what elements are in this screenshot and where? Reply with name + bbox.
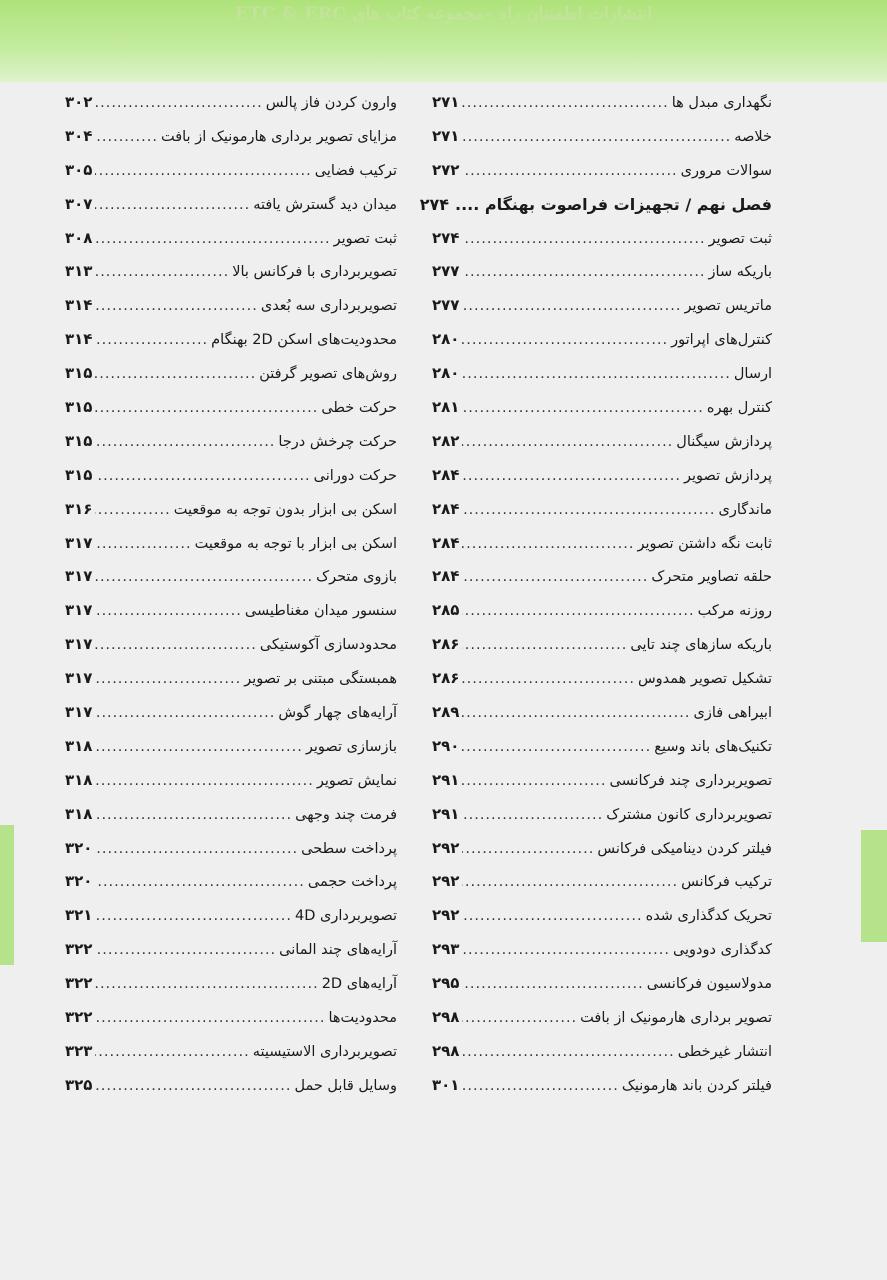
dot-leader (95, 561, 313, 595)
toc-entry-page: ۳۱۴ (65, 296, 93, 315)
dot-leader (462, 494, 715, 528)
dot-leader (95, 629, 256, 663)
toc-entry-title: تکنیک‌های باند وسیع (654, 738, 772, 755)
toc-entry-title: تحریک کدگذاری شده (645, 908, 772, 925)
toc-entry-page: ۳۲۰ (65, 838, 93, 857)
toc-entry-page: ۲۷۱ (432, 126, 460, 145)
toc-entry (65, 899, 397, 933)
dot-leader (95, 968, 318, 1002)
dot-leader (95, 223, 330, 257)
toc-entry (432, 1001, 772, 1035)
toc-entry-title: محدودیت‌های اسکن 2D بهنگام (211, 332, 397, 349)
toc-entry-title: میدان دید گسترش یافته (253, 196, 397, 213)
toc-entry-page: ۲۸۹ (432, 703, 460, 722)
toc-entry-page: ۳۱۵ (65, 364, 93, 383)
toc-entry-title: آرایه‌های چند المانی (279, 942, 397, 959)
toc-entry (65, 628, 397, 662)
dot-leader (95, 697, 275, 731)
dot-leader (462, 290, 681, 324)
toc-entry-page: ۳۱۷ (65, 601, 93, 620)
toc-entry (432, 662, 772, 696)
toc-entry-page: ۳۱۵ (65, 398, 93, 417)
page-edge-tab-left (0, 825, 14, 965)
dot-leader (462, 833, 594, 867)
toc-entry-page: ۲۷۱ (432, 93, 460, 111)
toc-entry-title: فیلتر کردن دینامیکی فرکانس (597, 840, 772, 857)
toc-entry-title: باریکه ساز (708, 264, 772, 281)
toc-entry-title: حرکت خطی (321, 400, 397, 417)
dot-leader (95, 528, 191, 562)
toc-entry (65, 1069, 397, 1103)
toc-entry (432, 933, 772, 967)
dot-leader (462, 629, 627, 663)
toc-entry-page: ۳۱۷ (65, 703, 93, 722)
toc-entry (65, 560, 397, 594)
toc-entry-page: ۳۰۸ (65, 228, 93, 247)
toc-entry-page: ۳۲۳ (65, 1041, 93, 1060)
toc-entry-title: ماتریس تصویر (684, 298, 772, 315)
toc-entry (432, 255, 772, 289)
toc-entry-title: اسکن بی ابزار بدون توجه به موقعیت (173, 501, 397, 518)
dot-leader (462, 155, 677, 189)
toc-entry-title: پرداخت سطحی (301, 840, 397, 857)
toc-entry-title: تصویربرداری الاستیسیته (252, 1043, 397, 1060)
dot-leader (462, 1036, 674, 1070)
toc-entry-title: حرکت دورانی (313, 467, 397, 484)
toc-entry-title: کنترل بهره (706, 400, 772, 417)
dot-leader (95, 1036, 249, 1070)
header-title: انتشارات اطمینان راه –مجموعه کتاب های ETC & ERC (235, 4, 652, 24)
dot-leader (95, 1070, 291, 1104)
toc-entry (65, 459, 397, 493)
dot-leader (462, 799, 603, 833)
dot-leader (462, 663, 634, 697)
toc-entry-title: مدولاسیون فرکانسی (646, 976, 772, 993)
toc-entry-title: بازوی متحرک (316, 569, 397, 586)
toc-entry-page: ۲۸۵ (432, 601, 460, 620)
dot-leader (95, 256, 229, 290)
toc-right-column (419, 86, 772, 1103)
toc-entry (432, 357, 772, 391)
toc-entry-page: ۳۱۷ (65, 567, 93, 586)
toc-entry-page: ۲۸۴ (432, 533, 460, 552)
toc-entry (432, 493, 772, 527)
dot-leader (462, 256, 705, 290)
dot-leader (95, 1002, 325, 1036)
toc-entry-page: ۳۱۴ (65, 330, 93, 349)
dot-leader (95, 460, 310, 494)
toc-entry (432, 594, 772, 628)
dot-leader (95, 392, 318, 426)
toc-entry (432, 899, 772, 933)
dot-leader (462, 121, 731, 155)
toc-entry-title: ابیراهی فازی (693, 705, 772, 722)
toc-entry-page: ۳۱۷ (65, 669, 93, 688)
dot-leader (462, 1002, 577, 1036)
toc-entry-title: تصویربرداری 4D (294, 908, 397, 925)
dot-leader (462, 731, 651, 765)
toc-entry-title: انتشار غیرخطی (677, 1043, 772, 1060)
toc-entry-title: پردازش تصویر (684, 467, 772, 484)
toc-entry-title: روش‌های تصویر گرفتن (259, 366, 397, 383)
toc-entry-page: ۲۸۴ (432, 567, 460, 586)
dot-leader (95, 494, 170, 528)
toc-entry (65, 764, 397, 798)
toc-entry-title: بازسازی تصویر (305, 738, 397, 755)
toc-entry-page: ۳۰۷ (65, 194, 93, 213)
toc-entry-page: ۳۱۸ (65, 736, 93, 755)
toc-entry-title: ترکیب فرکانس (681, 874, 772, 891)
toc-entry (432, 560, 772, 594)
dot-leader (95, 900, 292, 934)
dot-leader (462, 561, 648, 595)
toc-entry-page: ۲۹۵ (432, 974, 460, 993)
toc-entry-title: کنترل‌های اپراتور (671, 332, 772, 349)
dot-leader (95, 799, 292, 833)
toc-entry-page: ۳۲۲ (65, 940, 93, 959)
toc-entry (65, 594, 397, 628)
dot-leader (95, 833, 298, 867)
toc-left-column (65, 86, 397, 1103)
dot-leader (462, 1070, 618, 1104)
dot-leader (95, 765, 313, 799)
toc-entry-page: ۳۲۵ (65, 1075, 93, 1094)
toc-entry (432, 527, 772, 561)
toc-entry-title: پرداخت حجمی (307, 874, 397, 891)
dot-leader (462, 87, 668, 121)
toc-entry-title: محدودیت‌ها (328, 1010, 397, 1027)
toc-entry-title: آرایه‌های 2D (321, 976, 397, 993)
toc-entry-title: باریکه سازهای چند تایی (630, 637, 772, 654)
toc-entry-page: ۳۰۵ (65, 160, 93, 179)
toc-entry (65, 798, 397, 832)
toc-entry-page: ۲۹۲ (432, 906, 460, 925)
dot-leader (462, 765, 606, 799)
dot-leader (95, 595, 241, 629)
toc-entry-title: خلاصه (734, 128, 772, 145)
dot-leader (95, 155, 311, 189)
dot-leader (462, 934, 669, 968)
toc-entry (432, 798, 772, 832)
toc-entry (432, 222, 772, 256)
toc-entry (65, 425, 397, 459)
toc-entry (432, 391, 772, 425)
toc-entry-page: ۳۰۱ (432, 1075, 460, 1094)
toc-entry-title: سوالات مروری (680, 162, 772, 179)
toc-entry-title: نگهداری مبدل ها (671, 95, 772, 111)
header-band (0, 0, 887, 82)
toc-entry-page: ۳۲۲ (65, 1008, 93, 1027)
toc-entry (65, 1035, 397, 1069)
toc-entry-page: ۲۹۱ (432, 804, 460, 823)
dot-leader (462, 426, 673, 460)
dot-leader (462, 968, 643, 1002)
dot-leader (462, 324, 668, 358)
toc-entry (65, 391, 397, 425)
toc-entry (65, 255, 397, 289)
toc-entry-title: اسکن بی ابزار با توجه به موقعیت (194, 535, 397, 552)
toc-entry-page: ۳۱۷ (65, 635, 93, 654)
toc-entry (419, 188, 772, 222)
toc-entry-page: ۲۷۴ (432, 228, 460, 247)
toc-entry-page: ۲۸۶ (432, 669, 460, 688)
dot-leader (95, 731, 302, 765)
toc-entry-page: ۳۱۷ (65, 533, 93, 552)
dot-leader (95, 663, 241, 697)
toc-entry-title: تصویربرداری با فرکانس بالا (232, 264, 397, 281)
toc-entry-title: تصویربرداری سه بُعدی (260, 298, 397, 315)
toc-entry-title: مزایای تصویر برداری هارمونیک از بافت (160, 128, 397, 145)
toc-entry (432, 865, 772, 899)
toc-entry-title: ثابت نگه داشتن تصویر (637, 535, 772, 552)
toc-entry-title: وسایل قابل حمل (294, 1077, 397, 1094)
toc-entry (65, 323, 397, 357)
toc-entry (432, 289, 772, 323)
dot-leader (462, 697, 690, 731)
toc-entry (65, 188, 397, 222)
toc-entry-title: حلقه تصاویر متحرک (651, 569, 772, 586)
toc-entry-page: ۳۲۲ (65, 974, 93, 993)
toc-entry (432, 832, 772, 866)
toc-entry-title: فصل نهم / تجهیزات فراصوت بهنگام .... (455, 194, 772, 214)
toc-entry-page: ۳۰۴ (65, 126, 93, 145)
dot-leader (462, 900, 642, 934)
toc-entry (432, 86, 772, 120)
toc-entry (432, 1069, 772, 1103)
toc-entry-page: ۲۸۲ (432, 431, 460, 450)
toc-entry-page: ۲۸۴ (432, 465, 460, 484)
dot-leader (95, 290, 257, 324)
toc-entry-title: تصویربرداری کانون مشترک (606, 806, 772, 823)
toc-entry-page: ۳۱۳ (65, 262, 93, 281)
toc-entry-title: کدگذاری دودویی (672, 942, 772, 959)
toc-entry-title: ترکیب فضایی (314, 162, 397, 179)
toc-entry (65, 865, 397, 899)
toc-entry (65, 289, 397, 323)
toc-entry-title: فرمت چند وجهی (295, 806, 397, 823)
toc-entry (432, 459, 772, 493)
dot-leader (95, 866, 304, 900)
toc-entry-page: ۲۸۶ (432, 635, 460, 654)
toc-entry-page: ۲۷۴ (419, 194, 449, 214)
toc-entry-title: وارون کردن فاز پالس (265, 95, 397, 111)
toc-entry-page: ۲۸۰ (432, 330, 460, 349)
toc-entry (65, 120, 397, 154)
toc-entry-page: ۲۸۴ (432, 499, 460, 518)
toc-entry (432, 154, 772, 188)
toc-entry (432, 967, 772, 1001)
toc-entry-title: تصویربرداری چند فرکانسی (609, 772, 772, 789)
dot-leader (95, 358, 256, 392)
dot-leader (95, 189, 250, 223)
toc-entry-title: تصویر برداری هارمونیک از بافت (580, 1010, 772, 1027)
toc-entry (432, 628, 772, 662)
toc-entry-page: ۳۲۰ (65, 872, 93, 891)
toc-entry (65, 832, 397, 866)
toc-entry (432, 323, 772, 357)
toc-entry (432, 425, 772, 459)
toc-entry (65, 730, 397, 764)
toc-entry (432, 730, 772, 764)
toc-entry (432, 764, 772, 798)
toc-entry-page: ۳۱۶ (65, 499, 93, 518)
toc-entry (65, 493, 397, 527)
toc-entry (65, 967, 397, 1001)
toc-entry-title: آرایه‌های چهار گوش (278, 705, 397, 722)
toc-entry-title: ماندگاری (718, 501, 772, 518)
toc-entry-page: ۳۲۱ (65, 906, 93, 925)
toc-entry (65, 933, 397, 967)
toc-entry-page: ۳۱۸ (65, 804, 93, 823)
toc-entry-page: ۲۷۲ (432, 160, 460, 179)
toc-entry (65, 154, 397, 188)
dot-leader (95, 934, 276, 968)
toc-entry-title: سنسور میدان مغناطیسی (244, 603, 397, 620)
toc-entry-page: ۲۸۰ (432, 364, 460, 383)
toc-entry-page: ۳۰۲ (65, 93, 93, 111)
toc-entry-page: ۲۹۳ (432, 940, 460, 959)
page-edge-tab-right (861, 830, 887, 942)
toc-entry-title: تشکیل تصویر همدوس (637, 671, 772, 688)
toc-entry-page: ۳۱۵ (65, 465, 93, 484)
toc-entry-title: پردازش سیگنال (676, 433, 772, 450)
toc-entry-title: حرکت چرخش درجا (278, 433, 397, 450)
toc-entry-title: نمایش تصویر (316, 772, 397, 789)
toc-entry (432, 1035, 772, 1069)
toc-entry-page: ۲۹۲ (432, 872, 460, 891)
dot-leader (95, 121, 158, 155)
toc-entry-page: ۳۱۸ (65, 770, 93, 789)
toc-entry-page: ۲۹۸ (432, 1041, 460, 1060)
toc-entry-title: ارسال (733, 366, 772, 383)
dot-leader (95, 426, 275, 460)
toc-entry-title: ثبت تصویر (708, 230, 772, 247)
dot-leader (462, 866, 678, 900)
toc-entry-page: ۲۹۱ (432, 770, 460, 789)
dot-leader (462, 528, 634, 562)
toc-entry-page: ۲۹۰ (432, 736, 460, 755)
toc-entry-page: ۲۹۲ (432, 838, 460, 857)
toc-entry (65, 1001, 397, 1035)
toc-entry-title: روزنه مرکب (697, 603, 772, 620)
toc-entry (65, 86, 397, 120)
toc-entry-page: ۲۹۸ (432, 1008, 460, 1027)
toc-entry (432, 120, 772, 154)
toc-entry-title: ثبت تصویر (333, 230, 397, 247)
dot-leader (95, 87, 262, 121)
dot-leader (462, 595, 694, 629)
toc-entry-title: همبستگی مبتنی بر تصویر (244, 671, 397, 688)
toc-entry (65, 527, 397, 561)
toc-entry (432, 696, 772, 730)
toc-entry (65, 222, 397, 256)
dot-leader (95, 324, 208, 358)
toc-entry (65, 357, 397, 391)
dot-leader (462, 358, 730, 392)
toc-entry (65, 662, 397, 696)
dot-leader (462, 223, 705, 257)
toc-entry-page: ۳۱۵ (65, 431, 93, 450)
toc-entry-page: ۲۷۷ (432, 262, 460, 281)
toc-entry-page: ۲۷۷ (432, 296, 460, 315)
toc-entry-page: ۲۸۱ (432, 398, 460, 417)
toc-entry-title: فیلتر کردن باند هارمونیک (621, 1077, 772, 1094)
toc-entry (65, 696, 397, 730)
dot-leader (462, 460, 681, 494)
toc-entry-title: محدودسازی آکوستیکی (259, 637, 397, 654)
dot-leader (462, 392, 703, 426)
